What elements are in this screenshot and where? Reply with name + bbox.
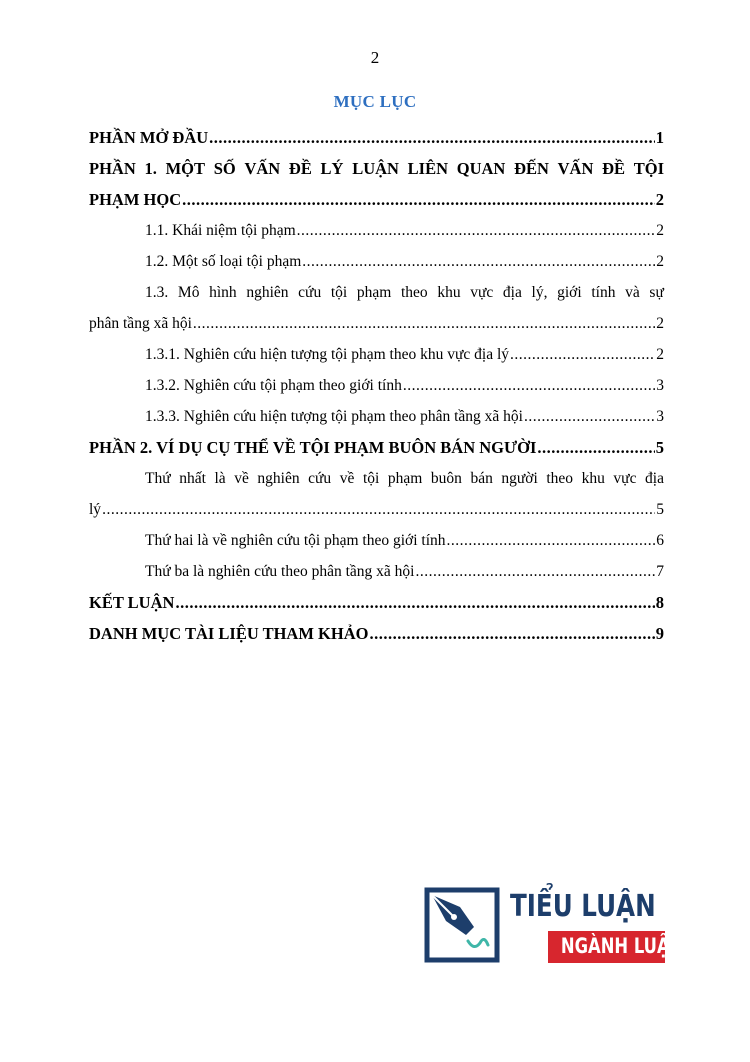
toc-entry-page: 2 [656,222,664,239]
toc-entry-page: 2 [656,346,664,363]
toc-entry[interactable] [89,122,664,153]
word: về [339,470,355,487]
table-of-contents [89,122,664,649]
toc-entry-page: 9 [655,624,664,643]
word: TỘI [633,159,664,178]
toc-entry[interactable] [89,618,664,649]
dot-leader [524,401,655,432]
dot-leader [447,525,656,556]
word: vực [613,470,637,487]
toc-entry-wrapped-line[interactable] [89,463,664,494]
toc-entry-page: 3 [656,408,664,425]
toc-entry-text: DANH MỤC TÀI LIỆU THAM KHẢO [89,624,369,643]
toc-entry-wrapped-line[interactable] [89,277,664,308]
word: QUAN [456,159,506,178]
word: giới [557,284,582,301]
word: SỐ [213,159,236,178]
toc-entry-page: 2 [656,253,664,270]
dot-leader [182,184,655,215]
toc-entry-wrapped-line[interactable] [89,153,664,184]
dot-leader [537,432,654,463]
word: 1.3. [145,284,169,301]
word: khu [581,470,605,487]
toc-entry[interactable] [89,401,664,432]
pen-nib-icon [424,887,500,963]
toc-entry-text: 1.1. Khái niệm tội phạm [145,222,296,239]
toc-entry[interactable] [89,215,664,246]
toc-entry-page: 5 [656,501,664,518]
word: tội [330,284,348,301]
toc-entry-page: 5 [655,438,664,457]
toc-entry[interactable] [89,308,664,339]
toc-entry-text: 1.2. Một số loại tội phạm [145,253,302,270]
toc-entry[interactable] [89,556,664,587]
toc-entry-text: 1.3.1. Nghiên cứu hiện tượng tội phạm theo khu vực địa lý [145,346,510,363]
dot-leader [297,215,656,246]
word: theo [546,470,574,487]
word: nghiên [246,284,289,301]
page-number: 2 [370,48,380,67]
toc-entry-page: 2 [656,315,664,332]
toc-entry-text: KẾT LUẬN [89,593,175,612]
toc-entry-text: PHẦN MỞ ĐẦU [89,128,209,147]
word: MỘT [165,159,205,178]
toc-entry-page: 8 [655,593,664,612]
toc-entry-text: 1.3.3. Nghiên cứu hiện tượng tội phạm theo phân tầng xã hội [145,408,523,425]
word: theo [400,284,428,301]
dot-leader [403,370,655,401]
word: VẤN [557,159,594,178]
toc-entry-page: 7 [656,563,664,580]
word: buôn [430,470,462,487]
dot-leader [193,308,655,339]
word: LÝ [320,159,344,178]
word: LIÊN [407,159,449,178]
word: ĐỀ [288,159,312,178]
word: PHẦN [89,159,136,178]
toc-entry-text: phân tầng xã hội [89,315,192,332]
word: LUẬN [352,159,399,178]
logo-banner [548,931,681,963]
toc-entry[interactable] [89,370,664,401]
word: VẤN [244,159,281,178]
toc-entry[interactable] [89,494,664,525]
toc-entry-page: 6 [656,532,664,549]
toc-entry-text: Thứ ba là nghiên cứu theo phân tầng xã hội [145,563,415,580]
word: ĐẾN [514,159,549,178]
word: là [214,470,226,487]
word: địa [502,284,522,301]
logo-subtitle: NGÀNH LUẬT [560,934,681,958]
word: khu [437,284,461,301]
logo-title: TIỂU LUẬN [510,889,656,924]
word: tội [362,470,380,487]
toc-entry-text: Thứ hai là về nghiên cứu tội phạm theo giới tính [145,532,446,549]
word: 1. [144,159,157,178]
dot-leader [415,556,655,587]
dot-leader [302,246,655,277]
word: ĐỀ [602,159,626,178]
toc-entry[interactable] [89,587,664,618]
toc-entry-text: 1.3.2. Nghiên cứu tội phạm theo giới tính [145,377,402,394]
word: nhất [179,470,206,487]
toc-entry-text: PHẠM HỌC [89,190,182,209]
dot-leader [175,587,654,618]
dot-leader [102,494,655,525]
word: vực [470,284,494,301]
toc-entry[interactable] [89,339,664,370]
toc-entry[interactable] [89,432,664,463]
word: Thứ [145,470,171,487]
word: cứu [308,470,332,487]
word: Mô [177,284,200,301]
toc-entry[interactable] [89,246,664,277]
brand-logo [424,887,681,967]
word: và [625,284,640,301]
word: phạm [387,470,423,487]
word: phạm [356,284,392,301]
toc-title: MỤC LỤC [333,92,417,111]
toc-entry[interactable] [89,184,664,215]
toc-entry-text: lý [89,501,102,518]
toc-entry-page: 1 [655,128,664,147]
word: hình [209,284,237,301]
dot-leader [510,339,655,370]
dot-leader [209,122,655,153]
dot-leader [369,618,654,649]
toc-entry-page: 3 [656,377,664,394]
toc-entry-page: 2 [655,190,664,209]
word: bán [470,470,493,487]
word: tính [591,284,616,301]
word: nghiên [257,470,300,487]
word: về [234,470,249,487]
toc-entry-text: PHẦN 2. VÍ DỤ CỤ THỂ VỀ TỘI PHẠM BUÔN BÁN NGƯỜI [89,438,537,457]
word: người [501,470,538,487]
word: địa [645,470,664,487]
word: cứu [298,284,322,301]
word: sự [649,284,664,301]
word: lý, [531,284,548,301]
toc-entry[interactable] [89,525,664,556]
